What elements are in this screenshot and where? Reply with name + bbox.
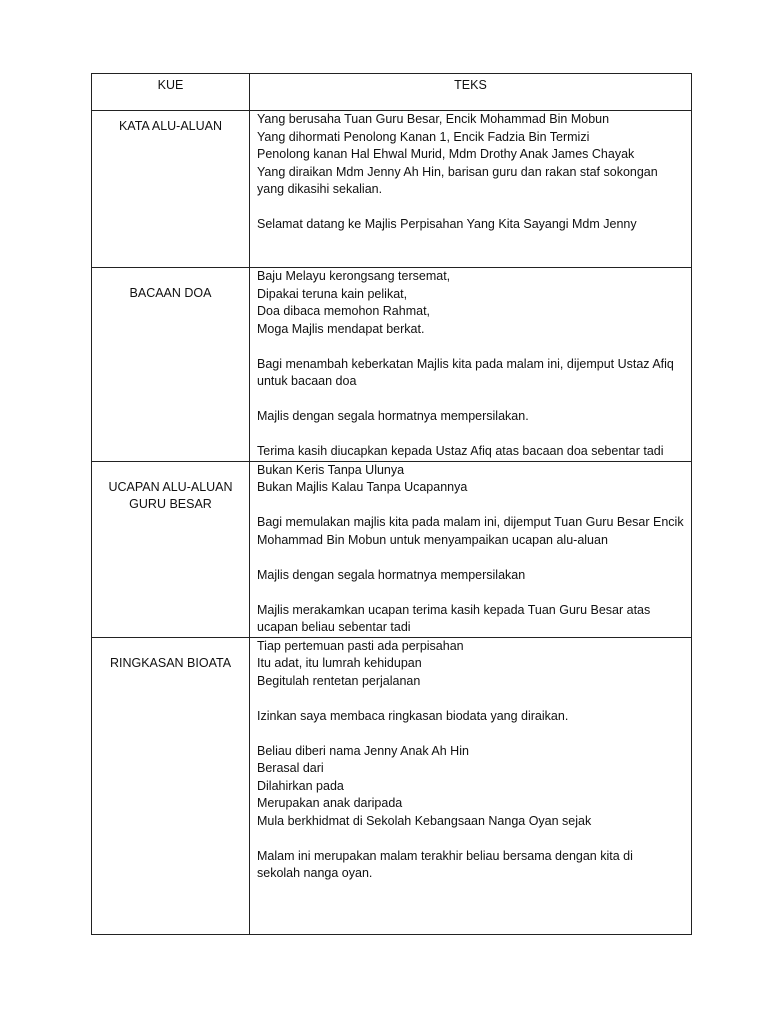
- header-teks-label: TEKS: [454, 78, 487, 92]
- kue-cell: [92, 461, 250, 637]
- kue-label: [92, 462, 249, 514]
- paragraph-gap: [257, 830, 685, 848]
- table-row: [92, 461, 692, 637]
- teks-line: Majlis dengan segala hormatnya mempersilakan.: [257, 409, 529, 423]
- header-teks: [250, 74, 692, 111]
- teks-cell: [250, 268, 692, 462]
- kue-line: RINGKASAN BIOATA: [109, 655, 232, 670]
- teks-line: Majlis merakamkan ucapan terima kasih kepada Tuan Guru Besar atas: [257, 602, 651, 617]
- kue-cell: [92, 111, 250, 268]
- kue-line: KATA ALU-ALUAN: [118, 119, 223, 133]
- teks-line: Malam ini merupakan malam terakhir beliau bersama dengan kita di: [257, 848, 633, 863]
- teks-line: Mohammad Bin Mobun untuk menyampaikan ucapan alu-aluan: [257, 532, 608, 547]
- teks-cell: [250, 637, 692, 934]
- teks-line: Bagi memulakan majlis kita pada malam ini, dijemput Tuan Guru Besar Encik: [257, 515, 684, 529]
- header-kue-label: KUE: [157, 78, 184, 92]
- teks-line: Bukan Keris Tanpa Ulunya: [257, 462, 405, 477]
- table-row: [92, 111, 692, 268]
- teks-cell: [250, 461, 692, 637]
- header-kue: [92, 74, 250, 111]
- table-row: [92, 637, 692, 934]
- teks-line: Tiap pertemuan pasti ada perpisahan: [257, 638, 464, 653]
- teks-line: Dipakai teruna kain pelikat,: [257, 286, 408, 301]
- kue-label: [92, 111, 249, 136]
- teks-line: Itu adat, itu lumrah kehidupan: [257, 656, 422, 670]
- kue-line: UCAPAN ALU-ALUAN: [108, 479, 233, 494]
- teks-line: Mula berkhidmat di Sekolah Kebangsaan Nanga Oyan sejak: [257, 813, 592, 828]
- paragraph-gap: [257, 199, 685, 217]
- paragraph-gap: [257, 549, 685, 567]
- paragraph-gap: [257, 497, 685, 515]
- teks-line: Selamat datang ke Majlis Perpisahan Yang Kita Sayangi Mdm Jenny: [257, 217, 637, 231]
- teks-line: sekolah nanga oyan.: [257, 866, 373, 880]
- kue-line: GURU BESAR: [129, 497, 212, 511]
- teks-line: Yang diraikan Mdm Jenny Ah Hin, barisan guru dan rakan staf sokongan: [257, 164, 658, 179]
- teks-line: Berasal dari: [257, 761, 324, 775]
- teks-line: Yang berusaha Tuan Guru Besar, Encik Mohammad Bin Mobun: [257, 112, 610, 126]
- teks-line: Majlis dengan segala hormatnya mempersilakan: [257, 567, 526, 582]
- paragraph-gap: [257, 426, 685, 444]
- teks-line: Beliau diberi nama Jenny Anak Ah Hin: [257, 743, 469, 758]
- kue-cell: [92, 268, 250, 462]
- paragraph-gap: [257, 584, 685, 602]
- teks-line: Begitulah rentetan perjalanan: [257, 673, 421, 688]
- teks-line: Moga Majlis mendapat berkat.: [257, 321, 425, 336]
- teks-line: Baju Melayu kerongsang tersemat,: [257, 269, 451, 283]
- teks-line: Merupakan anak daripada: [257, 796, 403, 810]
- teks-content: [250, 268, 691, 461]
- kue-cell: [92, 637, 250, 934]
- teks-line: Doa dibaca memohon Rahmat,: [257, 304, 431, 318]
- paragraph-gap: [257, 338, 685, 356]
- teks-line: yang dikasihi sekalian.: [257, 182, 383, 196]
- table-header-row: [92, 74, 692, 111]
- teks-content: [250, 638, 691, 883]
- kue-label: [92, 638, 249, 673]
- teks-line: Dilahirkan pada: [257, 778, 344, 793]
- program-script-table: [91, 73, 692, 935]
- teks-line: Izinkan saya membaca ringkasan biodata yang diraikan.: [257, 708, 569, 723]
- teks-line: Penolong kanan Hal Ehwal Murid, Mdm Drothy Anak James Chayak: [257, 147, 635, 161]
- teks-content: [250, 462, 691, 637]
- table-row: [92, 268, 692, 462]
- teks-line: Terima kasih diucapkan kepada Ustaz Afiq atas bacaan doa sebentar tadi: [257, 444, 664, 458]
- teks-line: Bagi menambah keberkatan Majlis kita pada malam ini, dijemput Ustaz Afiq: [257, 356, 674, 371]
- teks-cell: [250, 111, 692, 268]
- kue-line: BACAAN DOA: [129, 286, 212, 300]
- kue-label: [92, 268, 249, 303]
- paragraph-gap: [257, 690, 685, 708]
- teks-line: Bukan Majlis Kalau Tanpa Ucapannya: [257, 480, 468, 494]
- teks-content: [250, 111, 691, 234]
- paragraph-gap: [257, 725, 685, 743]
- teks-line: Yang dihormati Penolong Kanan 1, Encik Fadzia Bin Termizi: [257, 129, 590, 144]
- teks-line: untuk bacaan doa: [257, 374, 357, 388]
- teks-line: ucapan beliau sebentar tadi: [257, 620, 411, 634]
- paragraph-gap: [257, 391, 685, 409]
